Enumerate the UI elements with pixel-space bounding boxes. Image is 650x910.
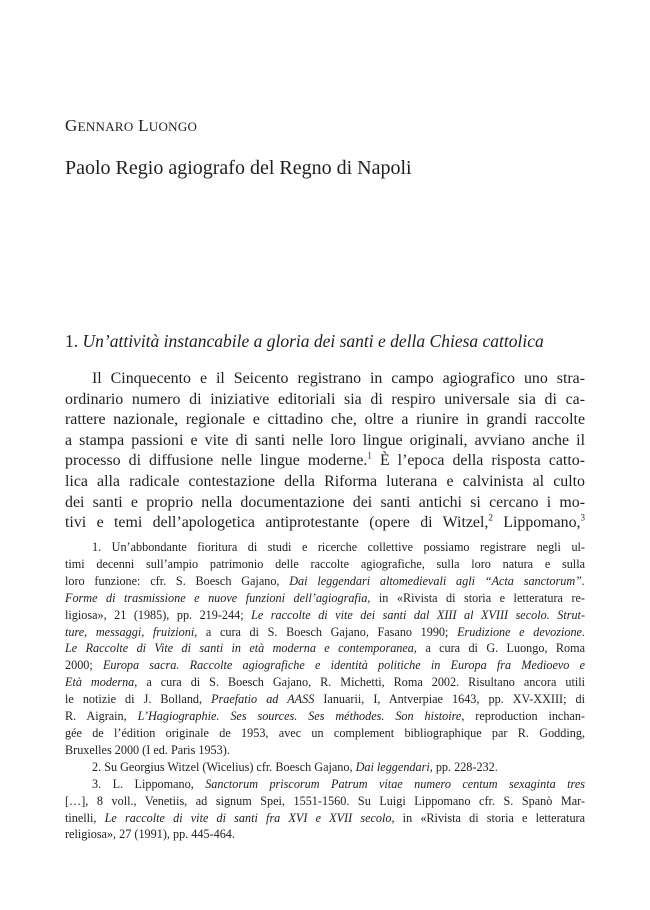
- footnote-1: 1. Un’abbondante fioritura di studi e ricerche collettive possiamo registrare negli ul-: [92, 540, 585, 554]
- footnote-3: 3. L. Lippomano, Sanctorum priscorum Patrum vitae numero centum sexaginta tres: [92, 776, 585, 791]
- footnote-line: gée de l’édition originale de 1953, avec un complement bibliographique par R. Godding,: [65, 725, 585, 740]
- body-line: tivi e temi dell’apologetica antiprotestante (opere di Witzel,$^2$ Lippomano,$^3$: [65, 512, 585, 532]
- footnote-line: Bruxelles 2000 (I ed. Paris 1953).: [65, 742, 230, 757]
- footnote-line: le notizie di J. Bolland, Praefatio ad AASS Ianuarii, I, Antverpiae 1643, pp. XV-XXIII; di: [65, 692, 585, 707]
- footnote-line: Forme di trasmissione e nuove funzioni dell’agiografia, in «Rivista di storia e letteratura re-: [65, 590, 585, 605]
- footnote-ref[interactable]: 1: [367, 451, 372, 462]
- footnote-line: timi decenni sull’ampio patrimonio delle raccolte agiografiche, sulla loro natura e sulla: [65, 556, 585, 571]
- section-number: 1.: [65, 331, 83, 351]
- footnote-line: loro funzione: cfr. S. Boesch Gajano, Dai leggendari altomedievali agli “Acta sanctorum”.: [65, 573, 585, 588]
- section-title: Un’attività instancabile a gloria dei santi e della Chiesa cattolica: [82, 331, 544, 351]
- footnote-line: Età moderna, a cura di S. Boesch Gajano, R. Michetti, Roma 2002. Risultano ancora utili: [65, 675, 585, 690]
- footnote-line: religiosa», 27 (1991), pp. 445-464.: [65, 827, 235, 842]
- section-heading: [65, 331, 585, 352]
- footnote-line: 2000; Europa sacra. Raccolte agiografiche e identità politiche in Europa fra Medioevo e: [65, 658, 586, 673]
- body-line: rattere nazionale, regionale e cittadino che, oltre a riunire in grandi raccolte: [65, 411, 585, 429]
- footnote-line: tinelli, Le raccolte di vite di santi fra XVI e XVII secolo, in «Rivista di storia e letteratura: [65, 810, 586, 825]
- body-paragraph: [65, 369, 585, 534]
- body-line: a stampa passioni e vite di santi nelle loro lingue originali, avviano anche il: [65, 431, 585, 449]
- author-name: GENNARO LUONGO: [65, 116, 198, 135]
- footnote-2: 2. Su Georgius Witzel (Wicelius) cfr. Boesch Gajano, Dai leggendari, pp. 228-232.: [92, 759, 498, 774]
- body-line: processo di diffusione nelle lingue moderne.$^1$ È l’epoca della risposta catto-: [65, 451, 585, 470]
- body-line: lica alla radicale contestazione della Riforma luterana e calvinista al culto: [65, 472, 585, 490]
- footnote-line: Le Raccolte di Vite di santi in età moderna e contemporanea, a cura di G. Luongo, Roma: [65, 641, 586, 656]
- footnote-ref[interactable]: 2: [488, 512, 493, 523]
- body-line: dei santi e proprio nella documentazione dei santi antichi si cercano i mo-: [65, 493, 585, 511]
- body-line: Il Cinquecento e il Seicento registrano in campo agiografico uno stra-: [92, 370, 585, 387]
- body-line: ordinario numero di iniziative editoriali sia di respiro universale sia di ca-: [65, 390, 585, 408]
- footnote-line: […], 8 voll., Venetiis, ad signum Spei, 1551-1560. Su Luigi Lippomano cfr. S. Spanò Mar-: [65, 793, 585, 808]
- footnote-line: ture, messaggi, fruizioni, a cura di S. Boesch Gajano, Fasano 1990; Erudizione e devozione.: [65, 624, 586, 639]
- article-title: Paolo Regio agiografo del Regno di Napoli: [65, 157, 412, 179]
- footnotes: [65, 539, 585, 843]
- footnote-line: ligiosa», 21 (1985), pp. 219-244; Le raccolte di vite dei santi dal XIII al XVIII secolo. Strut-: [65, 607, 586, 622]
- footnote-line: R. Aigrain, L’Hagiographie. Ses sources. Ses méthodes. Son histoire, reproduction inchan-: [65, 709, 585, 724]
- footnote-ref[interactable]: 3: [580, 512, 585, 523]
